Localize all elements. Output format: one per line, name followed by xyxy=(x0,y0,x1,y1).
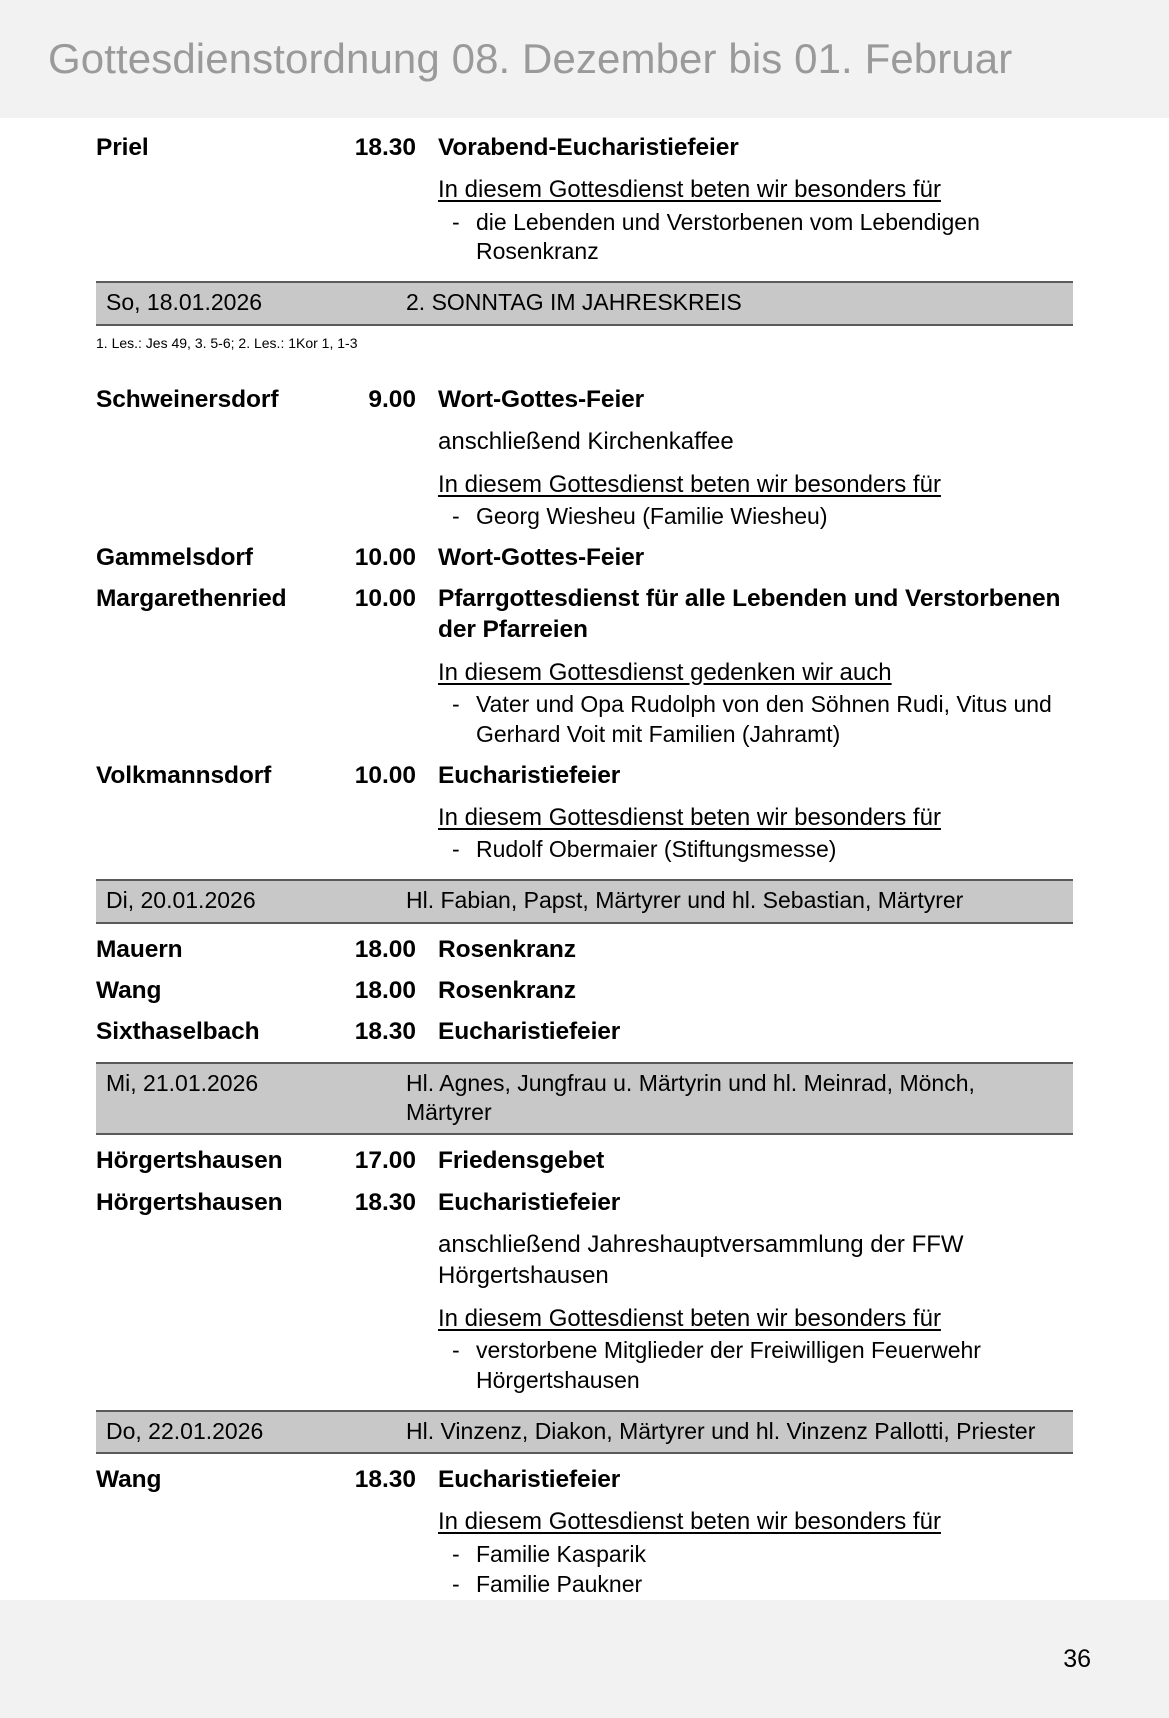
intention-item: - Vater und Opa Rudolph von den Söhnen Rudi, Vitus und Gerhard Voit mit Familien (Jahramt) xyxy=(438,690,1073,750)
intention-item: - Familie Paukner xyxy=(438,1570,1073,1600)
service-note: anschließend Kirchenkaffee xyxy=(438,428,734,456)
intention-heading-wrap xyxy=(438,646,1073,688)
intention-heading-wrap xyxy=(438,1292,1073,1334)
service-entry xyxy=(96,934,1073,965)
service-title: Wort-Gottes-Feier xyxy=(438,385,645,413)
service-title: Pfarrgottesdienst für alle Lebenden und Verstorbenen der Pfarreien xyxy=(438,584,1061,644)
service-entry xyxy=(96,583,1073,750)
service-title: Eucharistiefeier xyxy=(438,761,621,789)
page-content xyxy=(0,118,1169,1600)
intention-list xyxy=(438,208,1073,268)
service-time: 17.00 xyxy=(354,1147,416,1175)
day-date: Mi, 21.01.2026 xyxy=(106,1069,259,1096)
service-title: Eucharistiefeier xyxy=(438,1018,621,1046)
intention-item: - verstorbene Mitglieder der Freiwilligen Feuerwehr Hörgertshausen xyxy=(438,1336,1073,1396)
service-entry xyxy=(96,132,1073,267)
service-title: Rosenkranz xyxy=(438,976,576,1004)
service-time: 18.30 xyxy=(354,134,416,161)
service-entry xyxy=(96,1145,1073,1176)
service-detail xyxy=(438,1145,1073,1176)
scripture-readings: 1. Les.: Jes 49, 3. 5-6; 2. Les.: 1Kor 1, 1-3 xyxy=(96,334,358,351)
day-header-band xyxy=(96,1062,1073,1136)
service-detail xyxy=(438,760,1073,865)
intention-heading-wrap xyxy=(438,458,1073,500)
page-header-band xyxy=(0,0,1169,118)
intention-heading: In diesem Gottesdienst beten wir besonders für xyxy=(438,803,941,831)
service-detail xyxy=(438,1187,1073,1396)
service-detail xyxy=(438,934,1073,965)
service-time: 18.30 xyxy=(354,1018,416,1046)
day-header-band xyxy=(96,281,1073,325)
service-place: Margarethenried xyxy=(96,584,287,612)
service-time: 10.00 xyxy=(354,584,416,612)
day-header-band xyxy=(96,879,1073,923)
service-entry xyxy=(96,1016,1073,1047)
service-place: Sixthaselbach xyxy=(96,1018,260,1046)
intention-list xyxy=(438,835,1073,865)
intention-list xyxy=(438,502,1073,532)
day-feast-name: Hl. Fabian, Papst, Märtyrer und hl. Sebastian, Märtyrer xyxy=(406,887,964,914)
day-date: Do, 22.01.2026 xyxy=(106,1417,264,1444)
service-place: Schweinersdorf xyxy=(96,385,279,413)
day-feast-name: 2. SONNTAG IM JAHRESKREIS xyxy=(406,289,742,316)
service-entry xyxy=(96,760,1073,865)
service-note: anschließend Jahreshauptversammlung der FFW Hörgertshausen xyxy=(438,1231,964,1290)
intention-item: - Familie Kasparik xyxy=(438,1540,1073,1570)
service-place: Volkmannsdorf xyxy=(96,761,272,789)
readings-spacer xyxy=(96,354,1073,374)
intention-heading-wrap xyxy=(438,1495,1073,1537)
intention-heading: In diesem Gottesdienst beten wir besonders für xyxy=(438,176,941,204)
service-title: Eucharistiefeier xyxy=(438,1188,621,1216)
page-title: Gottesdienstordnung 08. Dezember bis 01. Februar xyxy=(48,35,1013,82)
service-place: Wang xyxy=(96,976,162,1004)
intention-heading: In diesem Gottesdienst beten wir besonders für xyxy=(438,1304,941,1332)
service-time: 10.00 xyxy=(354,543,416,571)
intention-heading-wrap xyxy=(438,791,1073,833)
service-time: 18.30 xyxy=(354,1465,416,1493)
service-detail xyxy=(438,384,1073,532)
service-entry xyxy=(96,384,1073,532)
intention-item: - die Lebenden und Verstorbenen vom Lebendigen Rosenkranz xyxy=(438,208,1073,268)
day-date: So, 18.01.2026 xyxy=(106,289,263,316)
page-footer-band xyxy=(0,1600,1169,1718)
service-time: 18.00 xyxy=(354,976,416,1004)
intention-list xyxy=(438,1336,1073,1396)
intention-list xyxy=(438,1540,1073,1601)
intention-heading: In diesem Gottesdienst beten wir besonders für xyxy=(438,470,941,498)
service-detail xyxy=(438,1016,1073,1047)
service-time: 10.00 xyxy=(354,761,416,789)
intention-list xyxy=(438,690,1073,750)
service-detail xyxy=(438,975,1073,1006)
service-entry xyxy=(96,1464,1073,1600)
service-place: Hörgertshausen xyxy=(96,1188,283,1216)
service-schedule-list xyxy=(0,118,1169,1600)
intention-heading: In diesem Gottesdienst beten wir besonders für xyxy=(438,1508,941,1536)
day-feast-name: Hl. Agnes, Jungfrau u. Märtyrin und hl. Meinrad, Mönch, Märtyrer xyxy=(406,1069,975,1126)
day-feast-name: Hl. Vinzenz, Diakon, Märtyrer und hl. Vinzenz Pallotti, Priester xyxy=(406,1417,1036,1444)
service-entry xyxy=(96,1187,1073,1396)
service-title: Friedensgebet xyxy=(438,1147,605,1175)
service-place: Gammelsdorf xyxy=(96,543,253,571)
service-entry xyxy=(96,975,1073,1006)
intention-item: - Rudolf Obermaier (Stiftungsmesse) xyxy=(438,835,1073,865)
service-detail xyxy=(438,542,1073,573)
service-title: Eucharistiefeier xyxy=(438,1465,621,1493)
intention-item: - Georg Wiesheu (Familie Wiesheu) xyxy=(438,502,1073,532)
service-place: Priel xyxy=(96,134,149,161)
service-detail xyxy=(438,583,1073,750)
service-title: Vorabend-Eucharistiefeier xyxy=(438,134,739,161)
service-time: 18.00 xyxy=(354,935,416,963)
service-detail xyxy=(438,132,1073,267)
service-place: Mauern xyxy=(96,935,183,963)
intention-heading: In diesem Gottesdienst gedenken wir auch xyxy=(438,658,892,686)
service-place: Hörgertshausen xyxy=(96,1147,283,1175)
day-header-band xyxy=(96,1410,1073,1454)
service-place: Wang xyxy=(96,1465,162,1493)
service-title: Rosenkranz xyxy=(438,935,576,963)
intention-heading-wrap xyxy=(438,163,1073,205)
service-entry xyxy=(96,542,1073,573)
day-date: Di, 20.01.2026 xyxy=(106,887,256,914)
service-time: 9.00 xyxy=(368,385,416,413)
service-title: Wort-Gottes-Feier xyxy=(438,543,645,571)
page-number: 36 xyxy=(1063,1644,1091,1673)
service-time: 18.30 xyxy=(354,1188,416,1216)
service-detail xyxy=(438,1464,1073,1600)
